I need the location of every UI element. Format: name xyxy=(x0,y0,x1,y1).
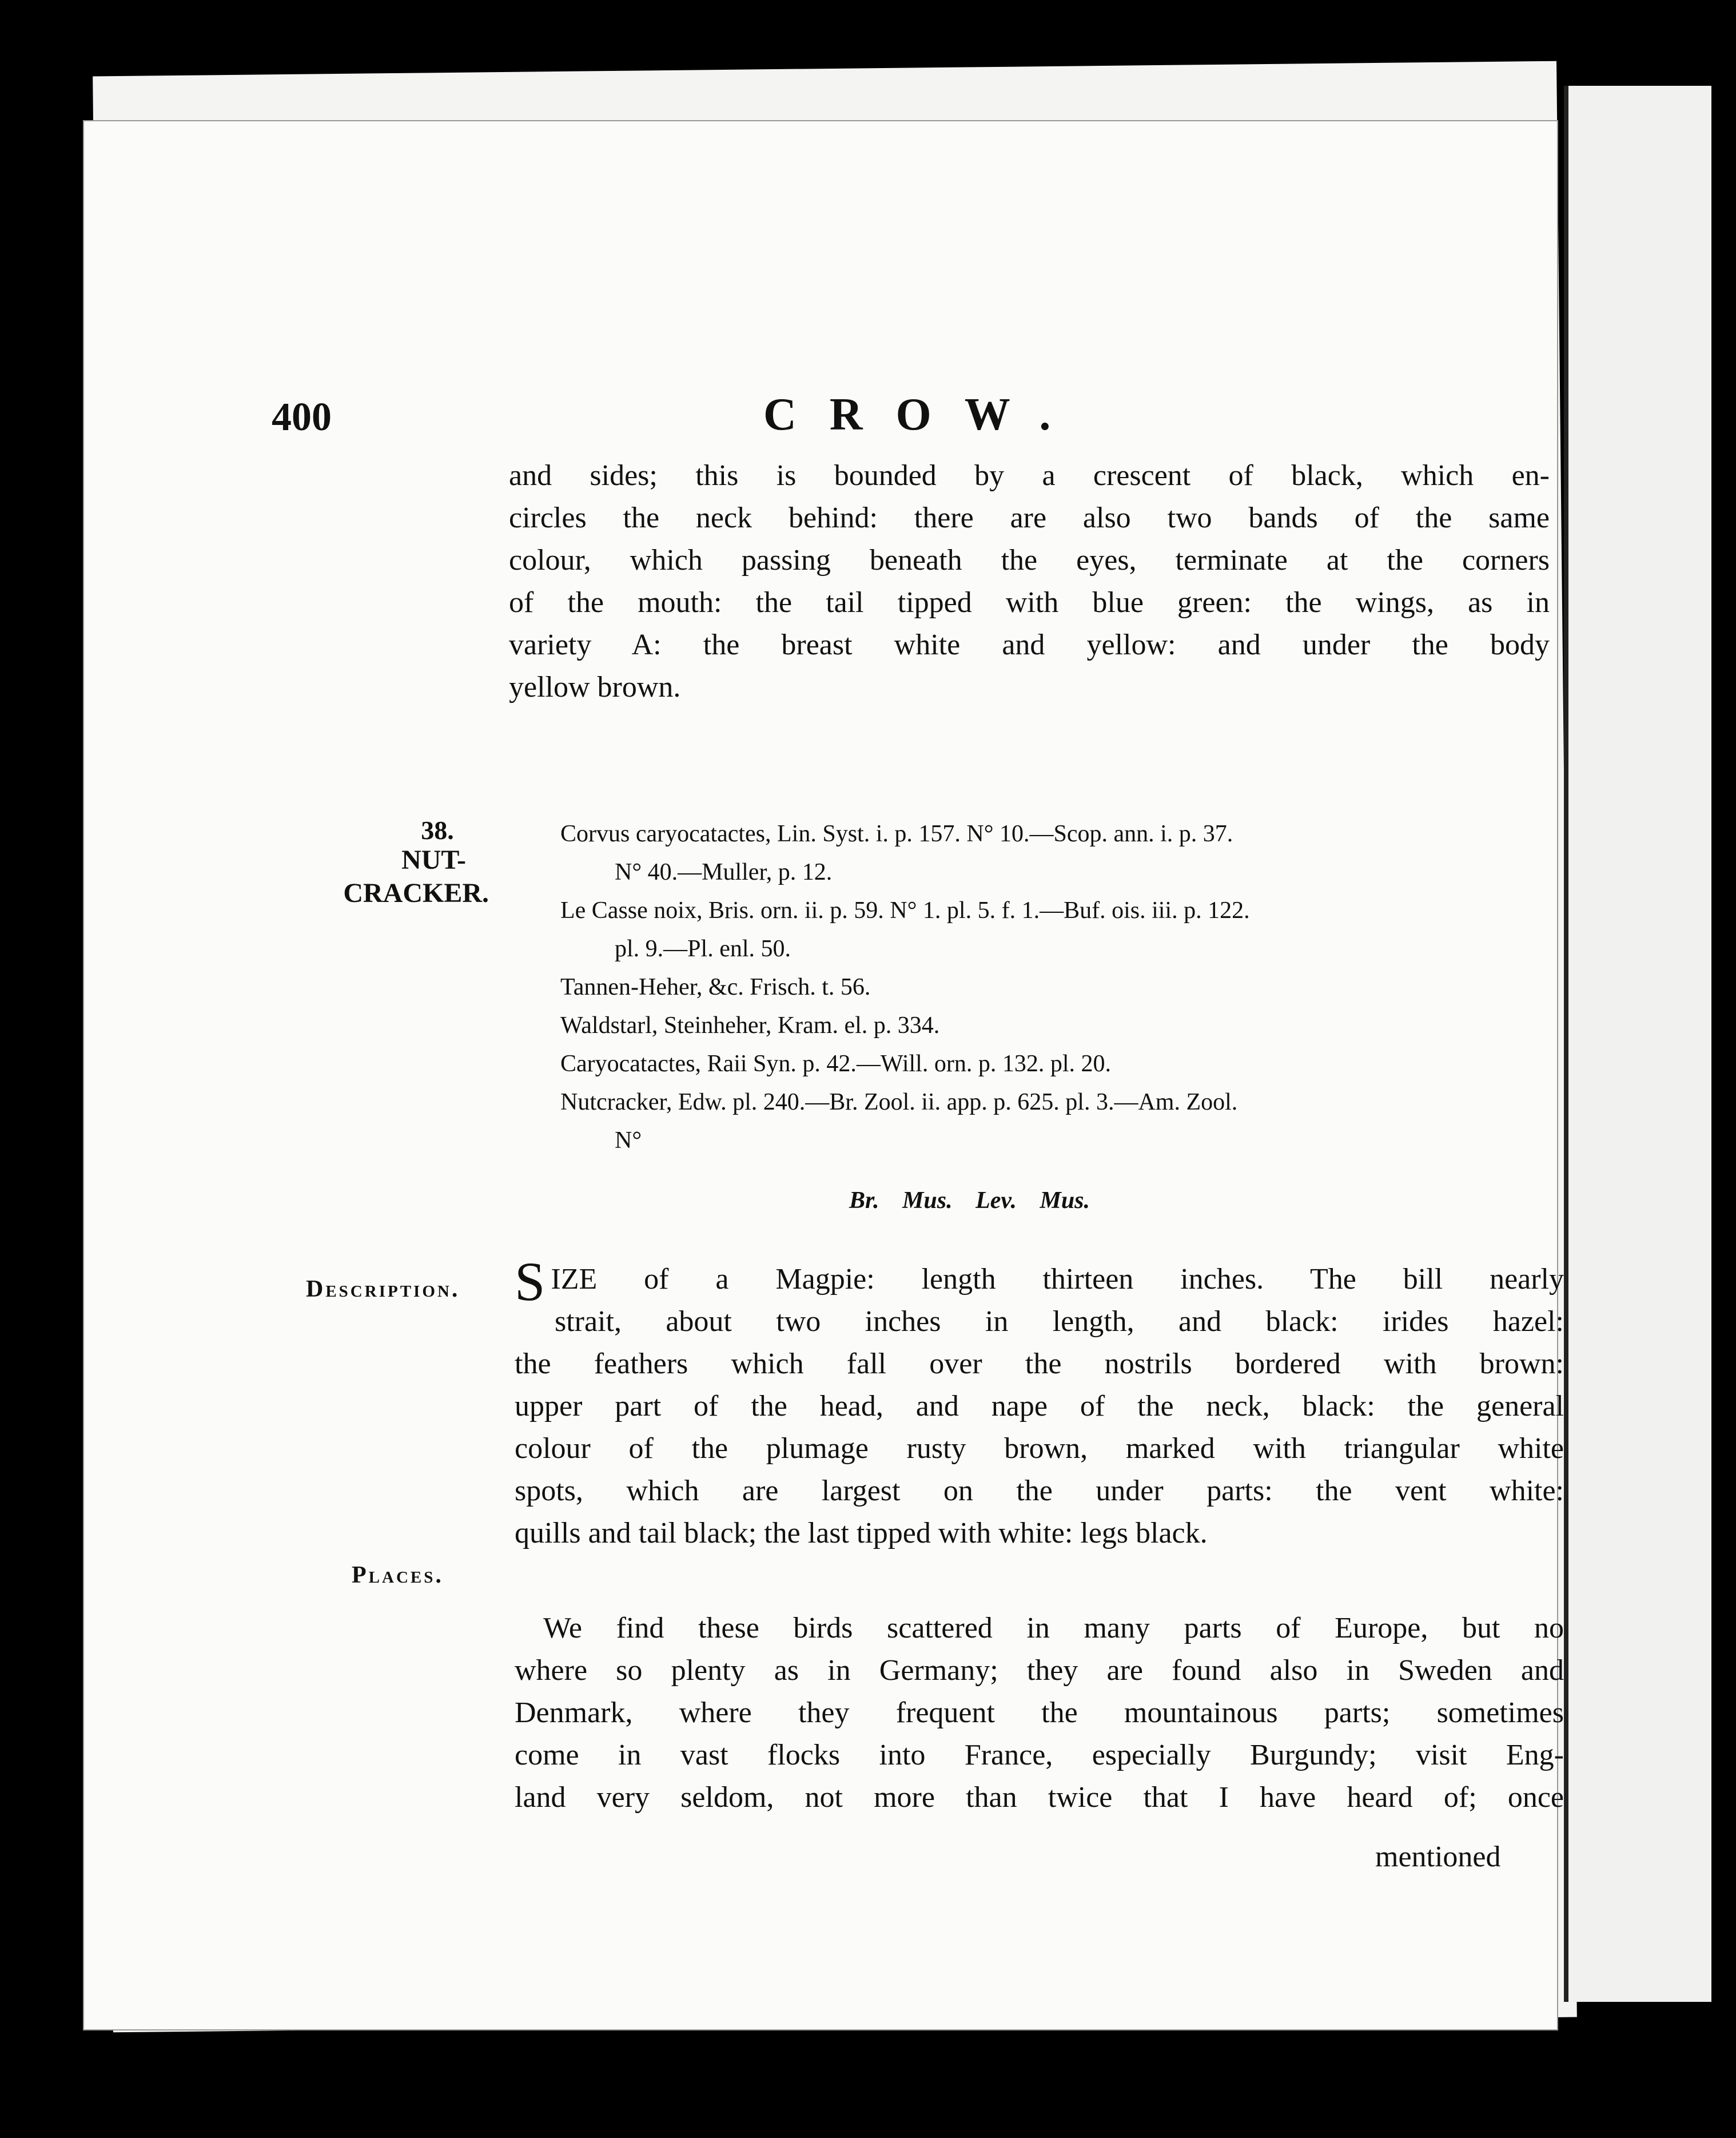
book-page xyxy=(83,120,1564,2030)
text-line: variety A: the breast white and yellow: and under the body xyxy=(509,629,1550,661)
text-line: IZE of a Magpie: length thirteen inches. The bill nearly xyxy=(551,1263,1564,1295)
reference-line: N° 40.—Muller, p. 12. xyxy=(615,859,833,885)
places-label: Places. xyxy=(352,1562,444,1588)
text-line: come in vast flocks into France, especially Burgundy; visit Eng- xyxy=(515,1739,1564,1771)
catchword: mentioned xyxy=(1375,1841,1501,1873)
entry-number: 38. xyxy=(421,816,454,845)
text-line: Denmark, where they frequent the mountainous parts; sometimes xyxy=(515,1696,1564,1729)
reference-line: Waldstarl, Steinheher, Kram. el. p. 334. xyxy=(560,1012,940,1039)
page-number: 400 xyxy=(272,395,332,439)
text-line: strait, about two inches in length, and black: irides hazel: xyxy=(555,1305,1564,1338)
reference-line: N° xyxy=(615,1127,642,1154)
reference-line: pl. 9.—Pl. enl. 50. xyxy=(615,936,791,962)
reference-line: Le Casse noix, Bris. orn. ii. p. 59. N° 1. pl. 5. f. 1.—Buf. ois. iii. p. 122. xyxy=(560,897,1250,924)
text-line: quills and tail black; the last tipped with white: legs black. xyxy=(515,1517,1208,1549)
references-list xyxy=(560,815,1555,1160)
text-line: of the mouth: the tail tipped with blue green: the wings, as in xyxy=(509,586,1550,619)
entry-name-line: NUT- xyxy=(401,845,466,875)
reference-line: Corvus caryocatactes, Lin. Syst. i. p. 157. N° 10.—Scop. ann. i. p. 37. xyxy=(560,821,1233,847)
museum-note: Br. Mus. Lev. Mus. xyxy=(849,1187,1090,1214)
continuation-paragraph xyxy=(509,455,1550,709)
text-line: colour of the plumage rusty brown, marked with triangular white xyxy=(515,1432,1564,1465)
text-line: We find these birds scattered in many parts of Europe, but no xyxy=(543,1612,1564,1644)
reference-line: Tannen-Heher, &c. Frisch. t. 56. xyxy=(560,974,871,1000)
running-title: CROW. xyxy=(763,390,1084,440)
text-line: spots, which are largest on the under parts: the vent white: xyxy=(515,1475,1564,1507)
description-paragraph xyxy=(515,1251,1564,1555)
reference-line: Caryocatactes, Raii Syn. p. 42.—Will. orn. p. 132. pl. 20. xyxy=(560,1051,1112,1077)
text-line: colour, which passing beneath the eyes, terminate at the corners xyxy=(509,544,1550,577)
text-line: where so plenty as in Germany; they are found also in Sweden and xyxy=(515,1654,1564,1687)
text-line: yellow brown. xyxy=(509,671,681,704)
text-line: the feathers which fall over the nostrils bordered with brown: xyxy=(515,1348,1564,1380)
text-line: upper part of the head, and nape of the neck, black: the general xyxy=(515,1390,1564,1422)
places-paragraph xyxy=(515,1607,1564,1819)
description-label: Description. xyxy=(306,1276,460,1302)
drop-cap: S xyxy=(515,1251,546,1312)
text-line: circles the neck behind: there are also two bands of the same xyxy=(509,502,1550,534)
entry-name-line: CRACKER. xyxy=(343,878,489,908)
adjacent-page-edge xyxy=(1564,86,1711,2002)
text-line: land very seldom, not more than twice that I have heard of; once xyxy=(515,1781,1564,1814)
reference-line: Nutcracker, Edw. pl. 240.—Br. Zool. ii. app. p. 625. pl. 3.—Am. Zool. xyxy=(560,1089,1238,1115)
entry-name xyxy=(306,844,489,910)
text-line: and sides; this is bounded by a crescent of black, which en- xyxy=(509,459,1550,492)
